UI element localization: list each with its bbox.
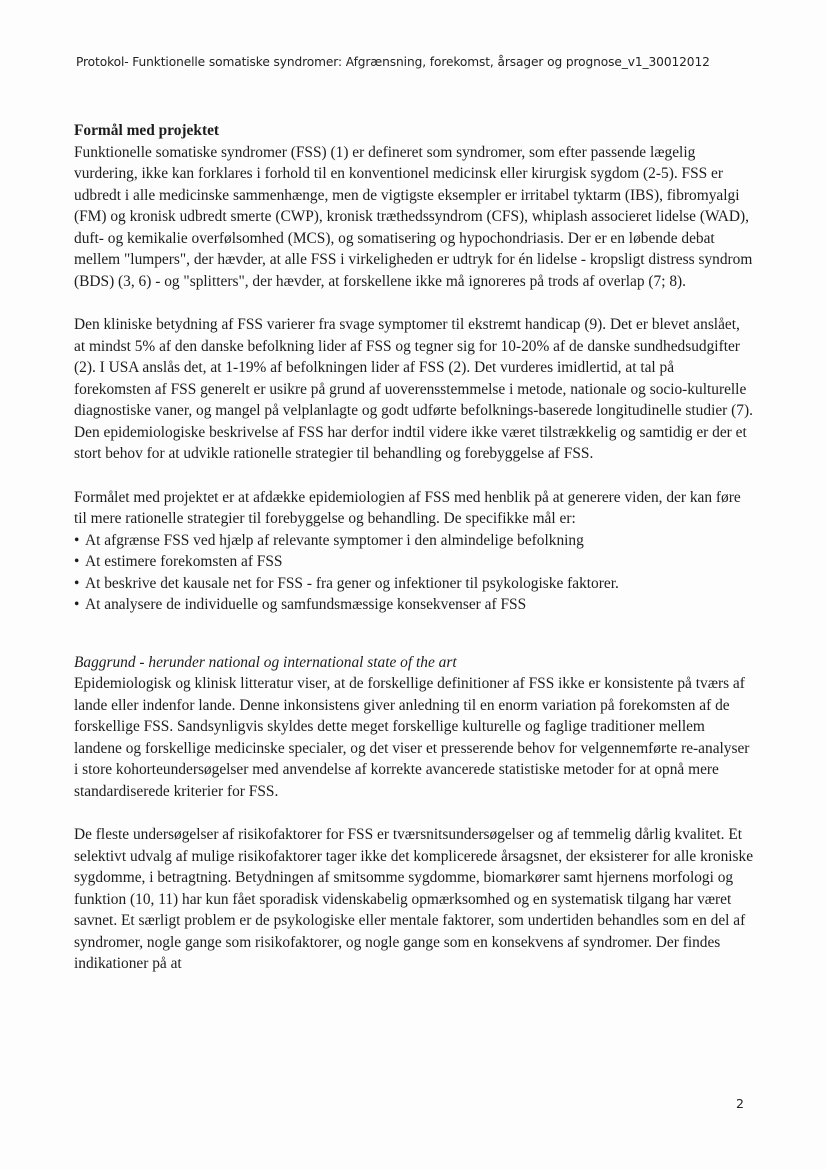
list-item-text: At analysere de individuelle og samfundsmæssige konsekvenser af FSS — [85, 596, 527, 613]
list-item-text: At estimere forekomsten af FSS — [85, 553, 283, 570]
page-number: 2 — [736, 1096, 744, 1111]
objectives-list — [74, 530, 754, 616]
paragraph: Formålet med projektet er at afdække epidemiologien af FSS med henblik på at generere viden, der kan føre til mere rationelle strategier til forebyggelse og behandling. De specifikke mål er: — [74, 488, 741, 527]
list-item — [74, 573, 754, 595]
section-spacer — [74, 616, 754, 652]
paragraph: Den kliniske betydning af FSS varierer fra svage symptomer til ekstremt handicap (9). Det er blevet anslået, at mindst 5% af den danske befolkning lider af FSS og tegner sig for 10-20% af de danske sundhedsudgifter (2). I USA anslås det, at 1-19% af befolkningen lider af FSS (2). Det vurderes imidlertid, at tal på forekomsten af FSS generelt er usikre på grund af uoverensstemmelse i metode, nationale og socio-kulturelle diagnostiske vaner, og mangel på velplanlagte og godt udførte befolknings-baserede longitudinelle studier (7). Den epidemiologiske beskrivelse af FSS har derfor indtil videre ikke været tilstrækkelig og samtidig er der et stort behov for at udvikle rationelle strategier til behandling og forebyggelse af FSS. — [74, 316, 753, 462]
paragraph: Epidemiologisk og klinisk litteratur viser, at de forskellige definitioner af FSS ikke er konsistente på tværs af lande eller indenfor lande. Denne inkonsistens giver anledning til en enorm variation på forekomsten af de forskellige FSS. Sandsynligvis skyldes dette meget forskellige kulturelle og faglige traditioner mellem landene og forskellige medicinske specialer, og det viser et presserende behov for velgennemførte re-analyser i store kohorteundersøgelser med anvendelse af korrekte avancerede statistiske metoder for at opnå mere standardiserede kriterier for FSS. — [74, 675, 750, 800]
list-item — [74, 594, 754, 616]
list-item — [74, 530, 754, 552]
paragraph-spacer — [74, 292, 754, 314]
list-item-text: At afgrænse FSS ved hjælp af relevante symptomer i den almindelige befolkning — [85, 531, 584, 549]
bullet-icon: • — [74, 574, 80, 592]
list-item — [74, 551, 754, 573]
document-body — [74, 120, 754, 975]
list-item-text: At beskrive det kausale net for FSS - fra gener og infektioner til psykologiske faktorer. — [85, 574, 619, 592]
paragraph-spacer — [74, 802, 754, 824]
bullet-icon: • — [74, 596, 80, 613]
section-title-background: Baggrund - herunder national og international state of the art — [74, 653, 457, 671]
paragraph-spacer — [74, 465, 754, 487]
running-header: Protokol- Funktionelle somatiske syndromer: Afgrænsning, forekomst, årsager og prognose_v1_30012012 — [76, 55, 710, 69]
paragraph: Funktionelle somatiske syndromer (FSS) (1) er defineret som syndromer, som efter passende lægelig vurdering, ikke kan forklares i forhold til en konventionel medicinsk eller kirurgisk sygdom (2-5). FSS er udbredt i alle medicinske sammenhænge, men de vigtigste eksempler er irritabel tyktarm (IBS), fibromyalgi (FM) og kronisk udbredt smerte (CWP), kronisk træthedssyndrom (CFS), whiplash associeret lidelse (WAD), duft- og kemikalie overfølsomhed (MCS), og somatisering og hypochondriasis. Der er en løbende debat mellem "lumpers", der hævder, at alle FSS i virkeligheden er udtryk for én lidelse - kropsligt distress syndrom (BDS) (3, 6) - og "splitters", der hævder, at forskellene ikke må ignoreres på trods af overlap (7; 8). — [74, 143, 753, 290]
paragraph: De fleste undersøgelser af risikofaktorer for FSS er tværsnitsundersøgelser og af temmelig dårlig kvalitet. Et selektivt udvalg af mulige risikofaktorer tager ikke det komplicerede årsagsnet, der eksisterer for alle kroniske sygdomme, i betragtning. Betydningen af smitsomme sygdomme, biomarkører samt hjernens morfologi og funktion (10, 11) har kun fået sporadisk videnskabelig opmærksomhed og en systematisk tilgang har været savnet. Et særligt problem er de psykologiske eller mentale faktorer, som undertiden behandles som en del af syndromer, nogle gange som risikofaktorer, og nogle gange som en konsekvens af syndromer. Der findes indikationer på at — [74, 826, 754, 972]
section-title-purpose: Formål med projektet — [74, 122, 220, 139]
bullet-icon: • — [74, 531, 80, 549]
bullet-icon: • — [74, 553, 80, 570]
